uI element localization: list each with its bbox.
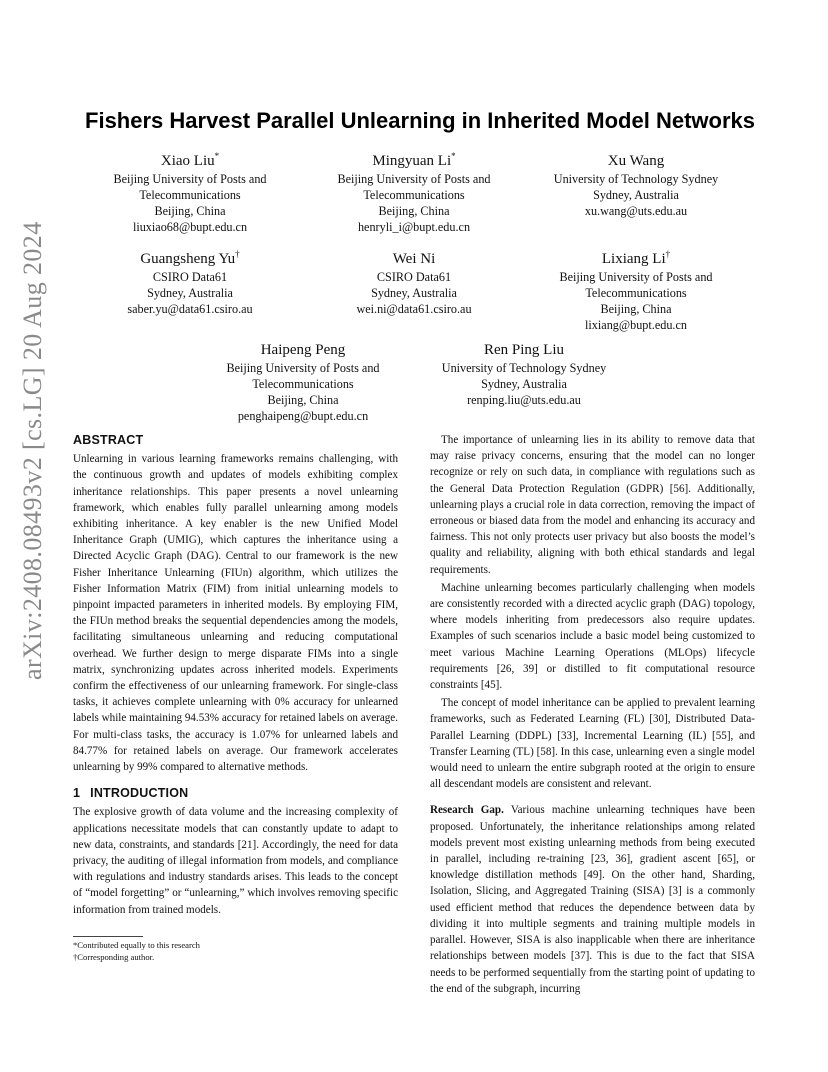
- paper-title: Fishers Harvest Parallel Unlearning in Inherited Model Networks: [85, 108, 755, 133]
- author-block: [314, 146, 514, 235]
- author-email: henryli_i@bupt.edu.cn: [357, 220, 471, 234]
- author-affiliation: Beijing University of Posts and: [337, 172, 491, 186]
- author-location: Sydney, Australia: [371, 286, 457, 300]
- author-block: [314, 244, 514, 317]
- author-block: [203, 340, 403, 424]
- author-block: [536, 146, 736, 219]
- author-affiliation: CSIRO Data61: [152, 270, 228, 284]
- author-location: Sydney, Australia: [593, 188, 679, 202]
- author-name: Wei Ni: [392, 251, 436, 267]
- author-email: penghaipeng@bupt.edu.cn: [237, 409, 369, 423]
- author-name: Lixiang Li: [601, 251, 666, 267]
- body-paragraph: The importance of unlearning lies in its ability to remove data that may raise privacy concerns, ensuring that the model can no longer recognize or rely on such data, in compliance with regulations such as the General Data Protection Regulation (GDPR) [56]. Additionally, unlearning plays a crucial role in data correction, removing the impact of erroneous or biased data from the model and enhancing its accuracy and fairness. This not only protects user privacy but also boosts the model’s quality and reliability, aligning with both ethical standards and legal requirements.: [430, 434, 755, 576]
- footnotes: [73, 936, 398, 963]
- author-block: [90, 244, 290, 317]
- body-paragraph: The concept of model inheritance can be applied to prevalent learning frameworks, such as Federated Learning (FL) [30], Distributed Data-Parallel Learning (DDPL) [33], Incremental Learning (IL) [55], and Transfer Learning (TL) [58]. In this case, unlearning even a single model would need to unlearn the entire subgraph rooted at the origin to ensure all descendant models are consistent and relevant.: [430, 697, 755, 791]
- footnote-equal-contribution: *Contributed equally to this research: [73, 940, 200, 950]
- introduction-heading: [73, 785, 398, 801]
- author-location: Sydney, Australia: [481, 377, 567, 391]
- author-name: Ren Ping Liu: [483, 342, 564, 358]
- author-block: [90, 146, 290, 235]
- research-gap-text: Various machine unlearning techniques have been proposed. Unfortunately, the inheritance relationships among related models prevent most existing unlearning methods from being executed in parallel, including re-training [23, 36], gradient ascent [65], or knowledge distillation methods [49]. On the other hand, Sharding, Isolation, Slicing, and Aggregated Training (SISA) [3] is a commonly used efficient method that reduces the dependence between data by dividing it into multiple segments and training multiple models in parallel. However, SISA is also inapplicable when there are inheritance relationships between models [37]. This is due to the fact that SISA needs to be performed sequentially from the starting point of updating to the end of the subgraph, incurring: [430, 804, 755, 995]
- author-mark: †: [235, 249, 240, 259]
- right-column: [430, 432, 755, 997]
- author-name: Xu Wang: [607, 153, 665, 169]
- abstract-text: Unlearning in various learning frameworks remains challenging, with the continuous growth and updates of models exhibiting complex inheritance relationships. This paper presents a novel unlearning framework, which enables fully parallel unlearning among models exhibiting inheritance. A key enabler is the new Unified Model Inheritance Graph (UMIG), which captures the inheritance using a Directed Acyclic Graph (DAG). Central to our framework is the new Fisher Inheritance Unlearning (FIUn) algorithm, which utilizes the Fisher Information Matrix (FIM) from initial unlearning models to pinpoint impacted parameters in inherited models. By employing FIM, the FIUn method breaks the sequential dependencies among the models, facilitating simultaneous unlearning and reducing computational overhead. We further design to merge disparate FIMs into a single matrix, synchronizing updates across inherited models. Experiments confirm the effectiveness of our unlearning framework. For single-class tasks, it achieves complete unlearning with 0% accuracy for unlearned labels while maintaining 94.53% accuracy for retained labels on average. For multi-class tasks, the accuracy is 1.07% for unlearned labels and 84.77% for retained labels on average. Our framework accelerates unlearning by 99% compared to alternative methods.: [73, 453, 398, 774]
- author-email: saber.yu@data61.csiro.au: [127, 302, 253, 316]
- research-gap-paragraph: [430, 802, 755, 996]
- author-block: [536, 244, 736, 333]
- author-name: Haipeng Peng: [260, 342, 346, 358]
- author-mark: †: [665, 249, 671, 259]
- author-name: Xiao Liu: [160, 153, 215, 169]
- author-affiliation: Beijing University of Posts and: [226, 361, 380, 375]
- author-affiliation: University of Technology Sydney: [441, 361, 607, 375]
- intro-paragraph: The explosive growth of data volume and the increasing complexity of applications necessitate models that can constantly update to adapt to new data, constraints, and standards [21]. Accordingly, the need for data privacy, the auditing of illegal information from models, and compliance with regulations and industry standards arises. This leads to the concept of “model forgetting” or “unlearning,” which involves removing specific information from trained models.: [73, 806, 398, 916]
- author-location: Beijing, China: [154, 204, 226, 218]
- author-email: liuxiao68@bupt.edu.cn: [132, 220, 248, 234]
- author-email: renping.liu@uts.edu.au: [467, 393, 581, 407]
- author-affiliation: Beijing University of Posts and: [113, 172, 267, 186]
- author-name: Guangsheng Yu: [140, 251, 236, 267]
- author-email: wei.ni@data61.csiro.au: [356, 302, 472, 316]
- section-number: 1: [73, 786, 81, 801]
- author-location: Beijing, China: [600, 302, 672, 316]
- author-name: Mingyuan Li: [372, 153, 452, 169]
- author-affiliation: Telecommunications: [585, 286, 687, 300]
- author-affiliation: CSIRO Data61: [376, 270, 452, 284]
- author-email: lixiang@bupt.edu.cn: [585, 318, 687, 332]
- author-email: xu.wang@uts.edu.au: [584, 204, 688, 218]
- author-location: Beijing, China: [378, 204, 450, 218]
- author-mark: *: [451, 151, 456, 161]
- arxiv-identifier: arXiv:2408.08493v2 [cs.LG] 20 Aug 2024: [18, 221, 47, 680]
- author-affiliation: University of Technology Sydney: [553, 172, 719, 186]
- author-affiliation: Telecommunications: [139, 188, 241, 202]
- author-affiliation: Telecommunications: [363, 188, 465, 202]
- author-affiliation: Telecommunications: [252, 377, 354, 391]
- abstract-heading: ABSTRACT: [73, 433, 144, 447]
- research-gap-lead: Research Gap.: [430, 804, 504, 817]
- author-affiliation: Beijing University of Posts and: [559, 270, 713, 284]
- footnote-rule: [73, 936, 143, 937]
- left-column: [73, 432, 398, 918]
- author-mark: *: [214, 151, 220, 161]
- footnote-corresponding-author: †Corresponding author.: [73, 952, 155, 962]
- author-location: Sydney, Australia: [147, 286, 233, 300]
- author-location: Beijing, China: [267, 393, 339, 407]
- section-title: INTRODUCTION: [90, 786, 189, 801]
- author-block: [424, 340, 624, 408]
- body-paragraph: Machine unlearning becomes particularly challenging when models are consistently recorded with a directed acyclic graph (DAG) topology, where models inheriting from predecessors also require updates. Examples of such scenarios include a basic model being customized to meet various Machine Learning Operations (MLOps) lifecycle requirements [26, 39] or distilled to fit computational resource constraints [45].: [430, 581, 755, 692]
